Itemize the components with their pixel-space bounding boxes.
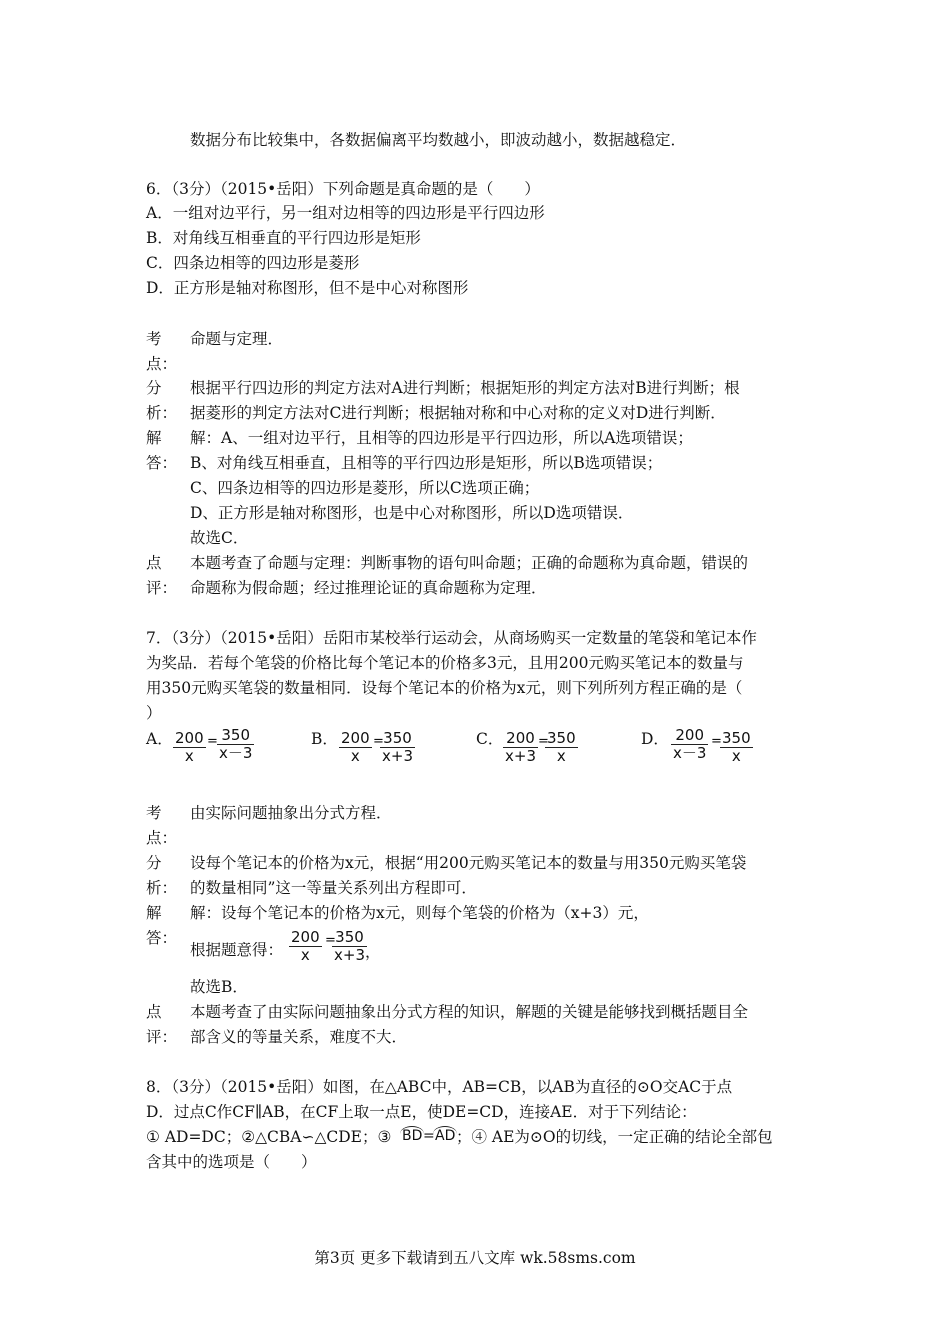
q6-option-c: C．四条边相等的四边形是菱形 (146, 254, 360, 272)
arc-equals: = (423, 1128, 435, 1144)
q7-option-d-left-fraction: $\frac{200}{x-3}$ (673, 726, 707, 762)
q6-option-a: A．一组对边平行，另一组对边相等的四边形是平行四边形 (146, 204, 545, 222)
q6-fenxi-2: 据菱形的判定方法对C进行判断；根据轴对称和中心对称的定义对D进行判断． (190, 404, 726, 422)
intro-line: 数据分布比较集中，各数据偏离平均数越小，即波动越小，数据越稳定． (190, 131, 687, 149)
label-fen: 分 (146, 379, 162, 397)
q7-option-c-letter: C． (476, 730, 504, 748)
equals-sign: = (325, 933, 336, 948)
label-xi: 析： (146, 879, 178, 897)
label-ping: 评： (146, 1028, 178, 1046)
q8-line3-a: ① AD=DC；②△CBA∽△CDE；③ (146, 1128, 392, 1146)
q7-jieda-1: 解：设每个笔记本的价格为x元，则每个笔袋的价格为（x+3）元， (190, 904, 649, 922)
arc-ad: AD (435, 1128, 456, 1144)
q8-line4: 含其中的选项是（ ） (146, 1153, 317, 1171)
label-kao: 考 (146, 330, 162, 348)
label-kao: 考 (146, 804, 162, 822)
q7-option-d-right-fraction: $\frac{350}{x}$ (722, 729, 751, 765)
q7-answer-left-fraction: $\frac{200}{x}$ (291, 928, 320, 964)
q6-option-d: D．正方形是轴对称图形，但不是中心对称图形 (146, 279, 469, 297)
q7-kaodian: 由实际问题抽象出分式方程． (190, 804, 392, 822)
q6-stem: 6．（3分）（2015•岳阳）下列命题是真命题的是（ ） (146, 180, 540, 198)
equals-sign: = (538, 734, 549, 749)
q6-jieda-5: 故选C． (190, 529, 249, 547)
q6-jieda-3: C、四条边相等的四边形是菱形，所以C选项正确； (190, 479, 540, 497)
q7-answer-right-fraction: $\frac{350}{x+3}$ (334, 928, 365, 964)
q6-kaodian: 命题与定理． (190, 330, 284, 348)
q7-option-b-letter: B． (311, 730, 338, 748)
equals-sign: = (207, 734, 218, 749)
label-dian2: 点 (146, 1003, 162, 1021)
q8-stem-1: 8．（3分）（2015•岳阳）如图，在△ABC中，AB=CB，以AB为直径的⊙O交AC于点 (146, 1078, 733, 1096)
q7-option-c-right-fraction: $\frac{350}{x}$ (547, 729, 576, 765)
q7-option-a-left-fraction: $\frac{200}{x}$ (175, 729, 204, 765)
q7-option-b-left-fraction: $\frac{200}{x}$ (341, 729, 370, 765)
label-fen: 分 (146, 854, 162, 872)
label-dian2: 点 (146, 554, 162, 572)
q7-jieda-3: 故选B． (190, 978, 248, 996)
q7-stem-2: 为奖品．若每个笔袋的价格比每个笔记本的价格多3元，且用200元购买笔记本的数量与 (146, 654, 744, 672)
q7-answer-tail: ， (365, 943, 381, 961)
q8-line3-b: ；④ AE为⊙O的切线，一定正确的结论全部包 (456, 1128, 773, 1146)
label-da: 答： (146, 929, 178, 947)
q6-dianping-1: 本题考查了命题与定理：判断事物的语句叫命题；正确的命题称为真命题，错误的 (190, 554, 749, 572)
q7-option-b-right-fraction: $\frac{350}{x+3}$ (382, 729, 413, 765)
q7-option-a-letter: A． (146, 730, 173, 748)
q7-fenxi-2: 的数量相同”这一等量关系列出方程即可． (190, 879, 477, 897)
q8-stem-2: D．过点C作CF∥AB，在CF上取一点E，使DE=CD，连接AE．对于下列结论： (146, 1103, 697, 1121)
label-da: 答： (146, 454, 178, 472)
q7-stem-1: 7．（3分）（2015•岳阳）岳阳市某校举行运动会，从商场购买一定数量的笔袋和笔记本作 (146, 629, 757, 647)
q7-stem-3: 用350元购买笔袋的数量相同．设每个笔记本的价格为x元，则下列所列方程正确的是（ (146, 679, 743, 697)
q6-dianping-2: 命题称为假命题；经过推理论证的真命题称为定理． (190, 579, 547, 597)
q7-option-a-right-fraction: $\frac{350}{x-3}$ (219, 726, 253, 762)
q6-jieda-4: D、正方形是轴对称图形，也是中心对称图形，所以D选项错误． (190, 504, 634, 522)
arc-bd: BD (402, 1128, 423, 1144)
equals-sign: = (373, 734, 384, 749)
q6-jieda-2: B、对角线互相垂直，且相等的平行四边形是矩形，所以B选项错误； (190, 454, 663, 472)
q7-option-c-left-fraction: $\frac{200}{x+3}$ (505, 729, 536, 765)
q6-fenxi-1: 根据平行四边形的判定方法对A进行判断；根据矩形的判定方法对B进行判断；根 (190, 379, 740, 397)
q7-dianping-2: 部含义的等量关系，难度不大． (190, 1028, 408, 1046)
label-xi: 析： (146, 404, 178, 422)
label-dian: 点： (146, 355, 178, 373)
page-footer: 第3页 更多下载请到五八文库 wk.58sms.com (314, 1249, 636, 1267)
label-dian: 点： (146, 829, 178, 847)
label-jie: 解 (146, 904, 162, 922)
q7-fenxi-1: 设每个笔记本的价格为x元，根据“用200元购买笔记本的数量与用350元购买笔袋 (190, 854, 747, 872)
q7-jieda-2: 根据题意得： (190, 941, 284, 959)
label-jie: 解 (146, 429, 162, 447)
equals-sign: = (711, 734, 722, 749)
q6-option-b: B．对角线互相垂直的平行四边形是矩形 (146, 229, 421, 247)
label-ping: 评： (146, 579, 178, 597)
q7-stem-4: ） (146, 704, 162, 722)
q7-option-d-letter: D． (641, 730, 669, 748)
q6-jieda-1: 解：A、一组对边平行，且相等的四边形是平行四边形，所以A选项错误； (190, 429, 693, 447)
q7-dianping-1: 本题考查了由实际问题抽象出分式方程的知识，解题的关键是能够找到概括题目全 (190, 1003, 749, 1021)
